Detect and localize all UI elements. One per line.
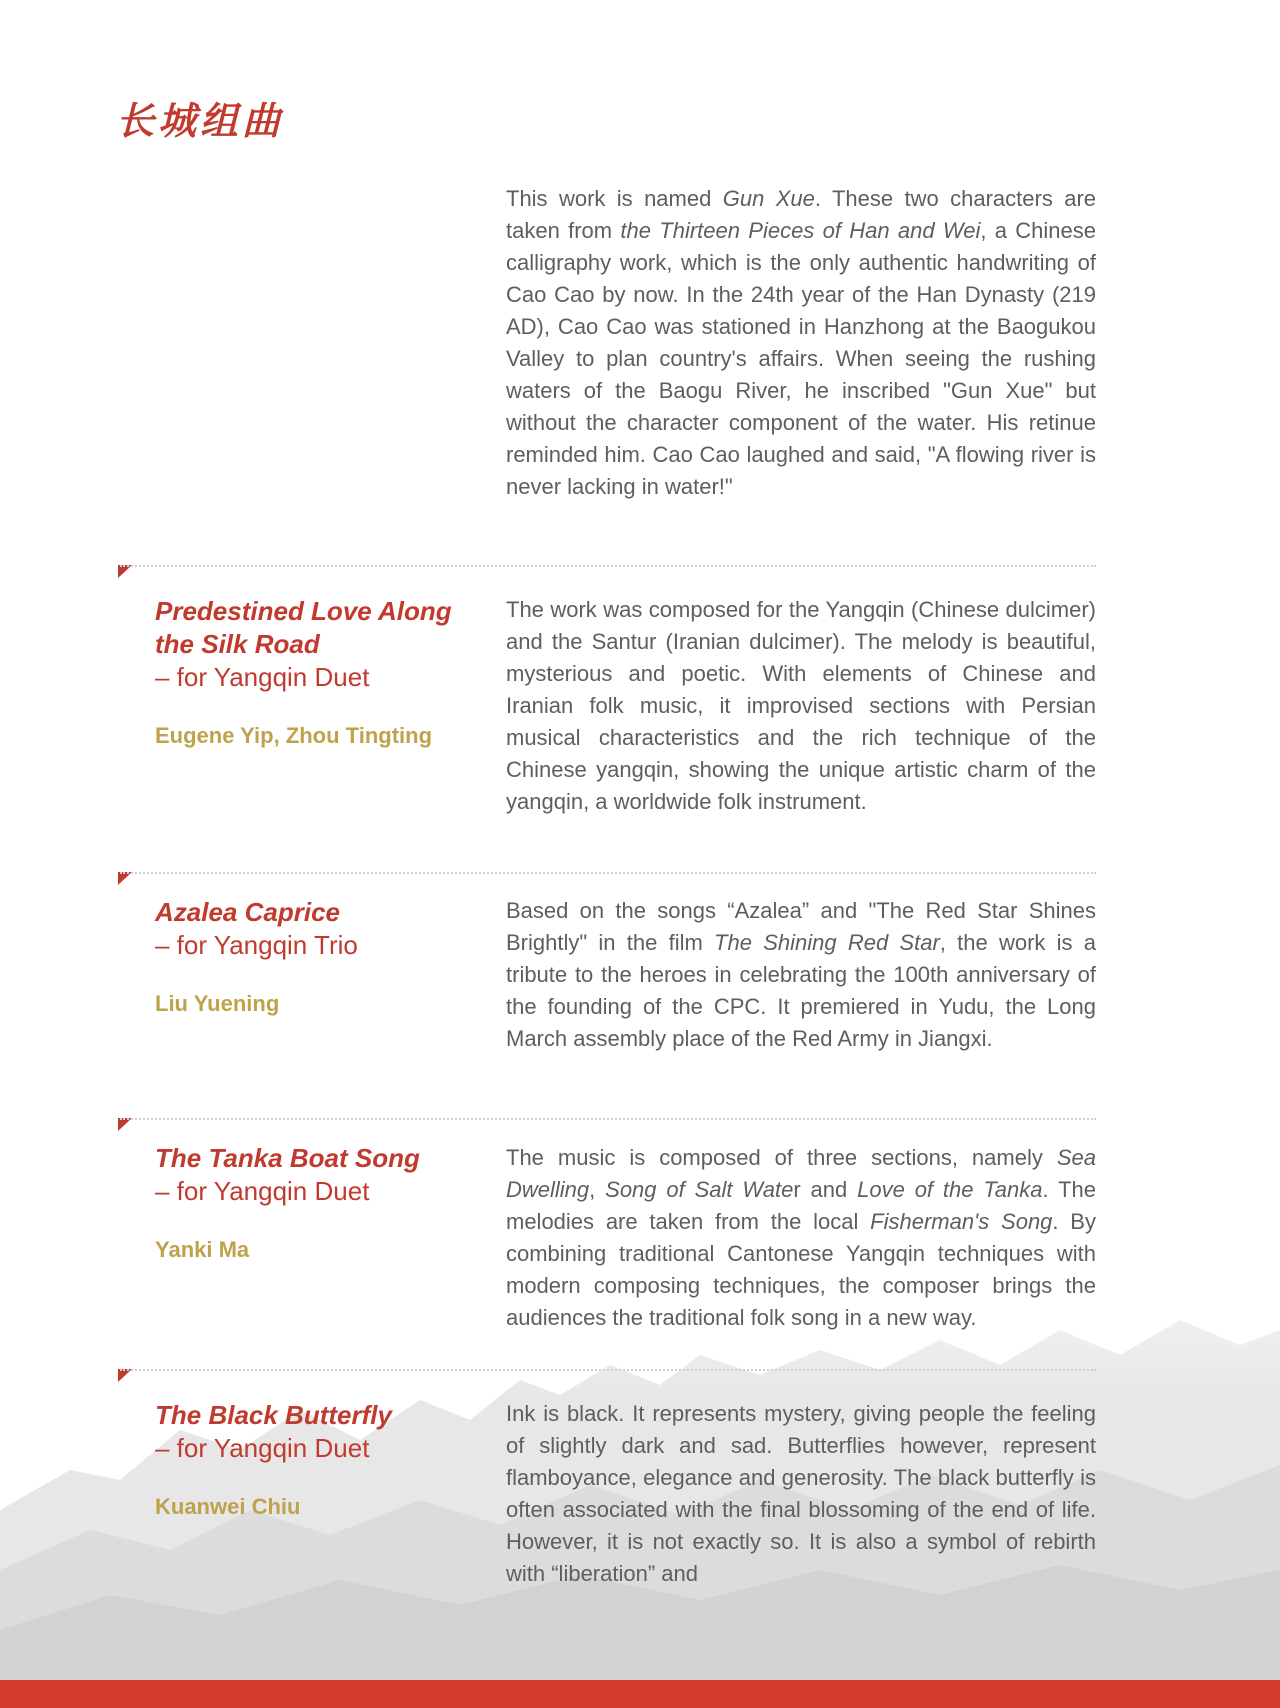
composer-name: Kuanwei Chiu (155, 1494, 301, 1519)
piece-heading (155, 1142, 475, 1264)
piece-subtitle: – for Yangqin Duet (155, 1176, 370, 1206)
intro-description (506, 183, 1096, 503)
piece-heading (155, 896, 475, 1018)
divider (120, 1118, 1096, 1120)
italic-text-segment: The Shining Red Star (714, 930, 940, 955)
composer-name: Liu Yuening (155, 991, 280, 1016)
italic-text-segment: Song of Salt Wate (605, 1177, 794, 1202)
piece-heading (155, 595, 475, 750)
piece-title: Predestined Love Along the Silk Road (155, 596, 452, 659)
text-segment: This work is named (506, 186, 723, 211)
italic-text-segment: Love of the Tanka (857, 1177, 1043, 1202)
italic-text-segment: Fisherman's Song (870, 1209, 1053, 1234)
divider (120, 872, 1096, 874)
intro-text-block (506, 183, 1096, 503)
composer-name: Eugene Yip, Zhou Tingting (155, 723, 433, 748)
text-segment: , a Chinese calligraphy work, which is the only authentic handwriting of Cao Cao by now. In the 24th year of the Han Dynasty (219 AD), Cao Cao was stationed in Hanzhong at the Baogukou Valley to plan country's affairs. When seeing the rushing waters of the Baogu River, he inscribed "Gun Xue" but without the character component of the water. His retinue reminded him. Cao Cao laughed and said, "A flowing river is never lacking in water!" (506, 218, 1096, 499)
text-segment: r and (793, 1177, 858, 1202)
piece-subtitle: – for Yangqin Duet (155, 1433, 370, 1463)
piece-title: Azalea Caprice (155, 897, 340, 927)
italic-text-segment: the Thirteen Pieces of Han and Wei (620, 218, 981, 243)
text-segment: Ink is black. It represents mystery, giving people the feeling of slightly dark and sad. Butterflies however, represent flamboyance, elegance and generosity. The black butterfly is often associated with the final blossoming of the end of life. However, it is not exactly so. It is also a symbol of rebirth with “liberation” and (506, 1401, 1096, 1586)
piece-subtitle: – for Yangqin Trio (155, 930, 358, 960)
piece-description (506, 1142, 1096, 1334)
piece-subtitle: – for Yangqin Duet (155, 662, 370, 692)
text-segment: , the work is a tribute to the heroes in celebrating the 100th anniversary of the founding of the CPC. It premiered in Yudu, the Long March assembly place of the Red Army in Jiangxi. (506, 930, 1097, 1051)
text-segment: . The melodies are taken from the local (506, 1177, 1096, 1234)
text-segment: The work was composed for the Yangqin (Chinese dulcimer) and the Santur (Iranian dulcimer). The melody is beautiful, mysterious and poetic. With elements of Chinese and Iranian folk music, it improvised sections with Persian musical characteristics and the rich technique of the Chinese yangqin, showing the unique artistic charm of the yangqin, a worldwide folk instrument. (506, 597, 1096, 814)
piece-description (506, 895, 1096, 1055)
italic-text-segment: Sea Dwelling (506, 1145, 1096, 1202)
piece-heading (155, 1399, 475, 1521)
piece-description (506, 594, 1096, 818)
piece-title: The Tanka Boat Song (155, 1143, 420, 1173)
composer-name: Yanki Ma (155, 1237, 250, 1262)
text-segment: . By combining traditional Cantonese Yangqin techniques with modern composing techniques, the composer brings the audiences the traditional folk song in a new way. (506, 1209, 1096, 1330)
divider (120, 1369, 1096, 1371)
page-title: 长城组曲 (116, 98, 285, 143)
text-segment: Based on the songs “Azalea” and "The Red Star Shines Brightly" in the film (506, 898, 1096, 955)
divider (120, 565, 1096, 567)
piece-description (506, 1398, 1096, 1590)
italic-text-segment: Gun Xue (722, 186, 815, 211)
text-segment: . These two characters are taken from (506, 186, 1097, 243)
piece-title: The Black Butterfly (155, 1400, 392, 1430)
bottom-bar (0, 1680, 1280, 1708)
text-segment: , (589, 1177, 606, 1202)
text-segment: The music is composed of three sections, namely (506, 1145, 1057, 1170)
